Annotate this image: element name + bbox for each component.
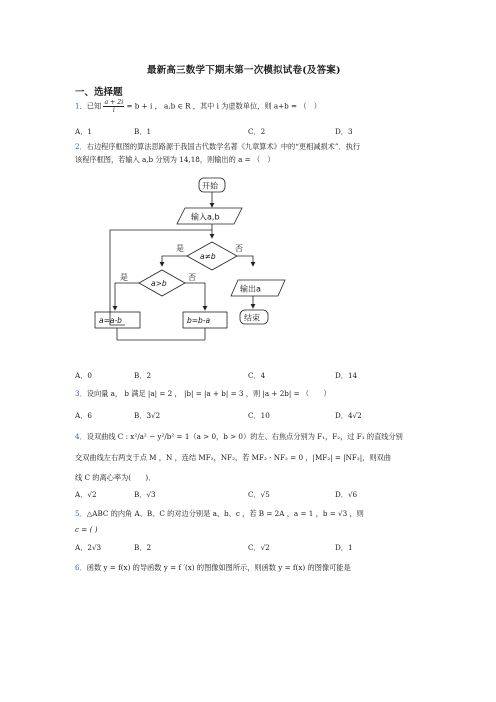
cond1-label: a≠b [200, 252, 216, 261]
no2-label: 否 [188, 273, 196, 282]
yes2-label: 是 [120, 273, 128, 282]
flowchart [90, 170, 290, 350]
question-5-line-2: c = ( ) [75, 525, 98, 534]
option-d[interactable]: D．14 [335, 371, 358, 380]
assign2-label: b=b-a [187, 316, 211, 325]
question-4-line-2: 交双曲线左右两支于点 M ，N ，连结 MF₂，NF₂，若 MF₂ · NF₂ = 0 ，|MF₂| = |NF₂|，则双曲 [75, 453, 391, 462]
question-6 [75, 563, 351, 573]
option-d[interactable]: D．1 [335, 543, 353, 552]
option-a[interactable]: A．1 [75, 127, 92, 136]
options-q2 [75, 371, 375, 381]
end-label: 结束 [244, 313, 260, 323]
question-1 [75, 99, 321, 114]
question-3 [75, 389, 331, 399]
question-number: 2． [75, 142, 87, 151]
question-line: 设双曲线 C : x²/a² − y²/b² = 1（a > 0，b > 0）的左、右焦点分别为 F₁，F₂，过 F₁ 的直线分别 [86, 432, 403, 441]
options-q1 [75, 127, 375, 137]
options-q4 [75, 490, 375, 500]
no1-label: 否 [235, 244, 243, 253]
question-2 [75, 142, 360, 152]
assign1-label: a=a-b [99, 316, 122, 325]
option-a[interactable]: A．2√3 [75, 543, 102, 552]
options-q5 [75, 543, 375, 553]
option-c[interactable]: C．√5 [248, 490, 270, 499]
page-title: 最新高三数学下期末第一次模拟试卷(及答案) [147, 65, 341, 76]
question-text-rest: = b + i ， a,b ∈ R ，其中 i 为虚数单位，则 a+b = （ ） [126, 101, 321, 111]
question-text: 已知 [86, 101, 102, 111]
output-label: 输出a [240, 284, 261, 294]
question-number: 5． [75, 509, 87, 518]
option-b[interactable]: B．2 [134, 371, 152, 380]
fraction-numerator: a + 2i [104, 99, 124, 106]
question-5 [75, 509, 364, 519]
question-number: 4． [75, 432, 87, 441]
option-c[interactable]: C．10 [248, 411, 270, 420]
option-c[interactable]: C．√2 [248, 543, 270, 552]
option-a[interactable]: A．0 [75, 371, 92, 380]
question-number: 1． [75, 101, 87, 111]
question-line: 右边程序框图的算法思路源于我国古代数学名著《九章算术》中的“更相减损术”．执行 [86, 142, 361, 151]
option-c[interactable]: C．4 [248, 371, 266, 380]
question-line: △ABC 的内角 A、B、C 的对边分别是 a、b、c ，若 B = 2A ，a = 1 ，b = √3 ，则 [86, 509, 364, 518]
option-a[interactable]: A．√2 [75, 490, 97, 499]
option-a[interactable]: A．6 [75, 411, 92, 420]
question-text: 函数 y = f(x) 的导函数 y = f ′(x) 的图像如图所示，则函数 y = f(x) 的图像可能是 [86, 563, 351, 572]
option-c[interactable]: C．2 [248, 127, 266, 136]
fraction-denominator: i [112, 107, 115, 114]
fraction [103, 99, 124, 114]
question-4-line-3: 线 C 的离心率为( )． [75, 473, 156, 482]
question-number: 6． [75, 563, 87, 572]
option-b[interactable]: B．1 [134, 127, 152, 136]
input-label: 输入a,b [191, 212, 220, 222]
option-b[interactable]: B．2 [134, 543, 152, 552]
option-d[interactable]: D．3 [335, 127, 353, 136]
section-heading: 一、选择题 [75, 87, 123, 98]
question-number: 3． [75, 389, 87, 398]
options-q3 [75, 411, 375, 421]
question-4 [75, 432, 403, 442]
question-2-line-2: 该程序框图，若输入 a,b 分别为 14,18，则输出的 a = （ ） [75, 155, 275, 164]
option-d[interactable]: D．√6 [335, 490, 358, 499]
question-text: 设向量 a， b 满足 |a| = 2 ， |b| = |a + b| = 3 ，则 |a + 2b| = （ ） [86, 389, 331, 398]
start-label: 开始 [202, 181, 218, 191]
option-b[interactable]: B．3√2 [134, 411, 161, 420]
option-d[interactable]: D．4√2 [335, 411, 362, 420]
cond2-label: a>b [151, 279, 167, 288]
option-b[interactable]: B．√3 [134, 490, 156, 499]
yes1-label: 是 [176, 244, 184, 253]
